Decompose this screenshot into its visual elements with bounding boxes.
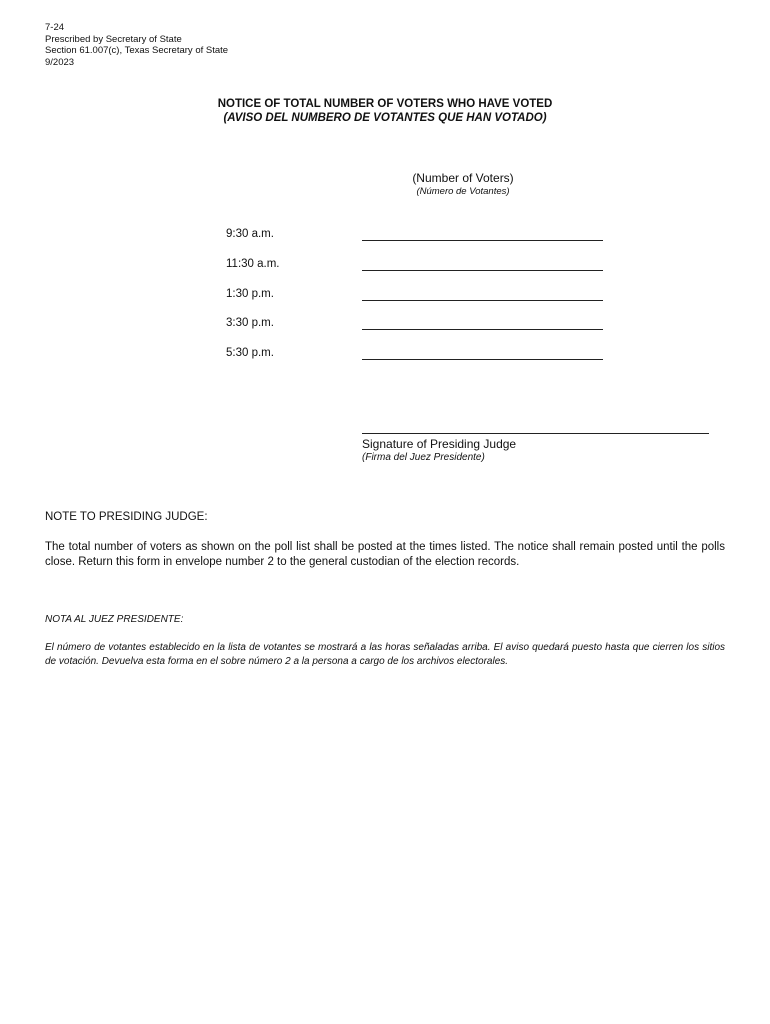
time-row-330pm (226, 317, 606, 335)
voter-count-field[interactable] (362, 300, 603, 301)
time-label: 3:30 p.m. (226, 317, 274, 329)
time-label: 11:30 a.m. (226, 258, 280, 270)
form-number: 7-24 (45, 22, 65, 33)
time-label: 9:30 a.m. (226, 228, 274, 240)
voter-count-field[interactable] (362, 270, 603, 271)
prescribed-by: Prescribed by Secretary of State (45, 33, 182, 45)
note-body: The total number of voters as shown on the poll list shall be posted at the times listed. The notice shall remain posted until the polls close. Return this form in envelope number 2 to the general custodian of the election records. (45, 541, 725, 568)
nota-heading: NOTA AL JUEZ PRESIDENTE: (45, 614, 184, 625)
voter-count-field[interactable] (362, 240, 603, 241)
signature-label: Signature of Presiding Judge (362, 437, 517, 451)
voter-count-field[interactable] (362, 329, 603, 330)
form-date: 9/2023 (45, 56, 75, 68)
number-of-voters-label-spanish: (Número de Votantes) (416, 186, 510, 197)
signature-line[interactable] (362, 433, 709, 434)
time-label: 1:30 p.m. (226, 288, 274, 300)
time-row-1130am (226, 258, 606, 276)
time-row-130pm (226, 288, 606, 306)
number-of-voters-label: (Number of Voters) (412, 171, 514, 185)
time-row-530pm (226, 347, 606, 365)
signature-label-spanish: (Firma del Juez Presidente) (362, 452, 485, 463)
page-title-spanish: (AVISO DEL NUMBERO DE VOTANTES QUE HAN VOTADO) (223, 112, 547, 124)
page-title: NOTICE OF TOTAL NUMBER OF VOTERS WHO HAVE VOTED (217, 98, 553, 110)
statute-section: Section 61.007(c), Texas Secretary of State (45, 45, 229, 56)
note-heading: NOTE TO PRESIDING JUDGE: (45, 511, 208, 523)
nota-body: El número de votantes establecido en la lista de votantes se mostrará a las horas señaladas arriba. El aviso quedará puesto hasta que cierren los sitios de votación. Devuelva esta forma en el sobre número 2 a la persona a cargo de los archivos electorales. (45, 642, 725, 667)
time-label: 5:30 p.m. (226, 347, 274, 359)
voter-count-field[interactable] (362, 359, 603, 360)
time-row-930am (226, 228, 606, 246)
form-header (45, 22, 228, 68)
